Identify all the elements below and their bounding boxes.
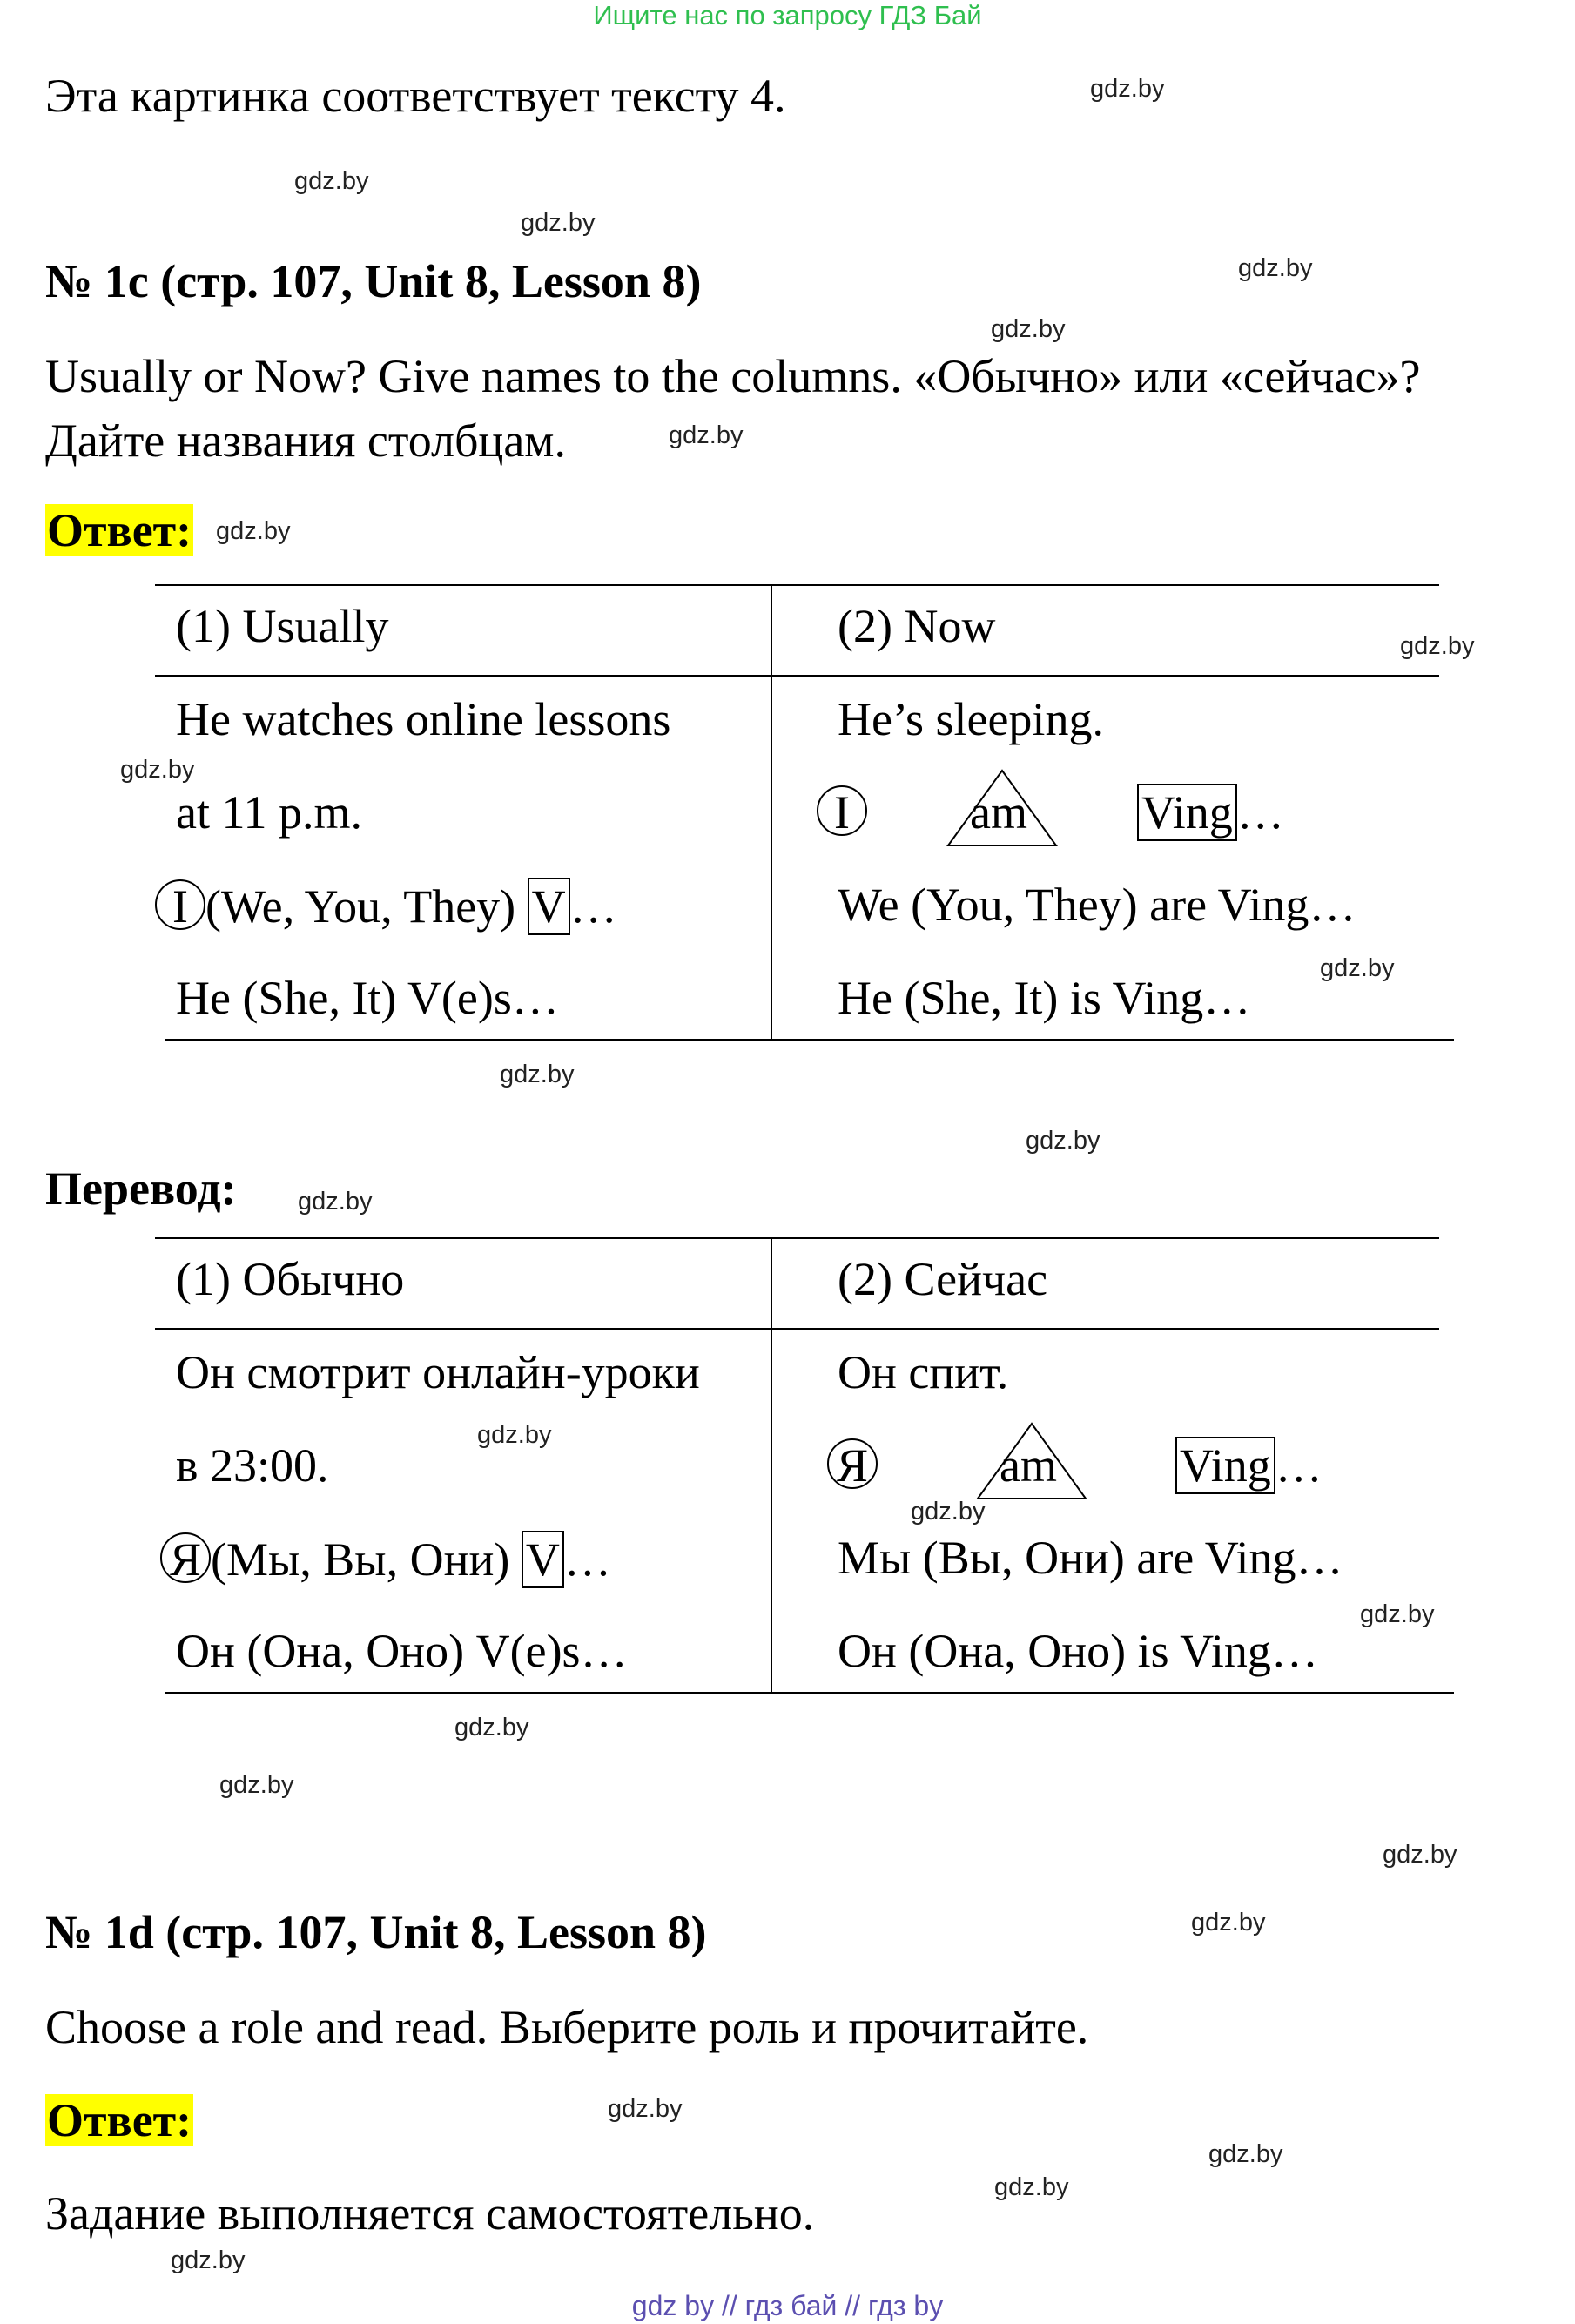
table-bottom-rule <box>165 1039 1454 1041</box>
aux-am: am <box>970 786 1027 839</box>
table-header-rule <box>155 675 1439 677</box>
usually-rule-plural: I (We, You, They) V… <box>155 878 617 935</box>
now-rule-plural: We (You, They) are Ving… <box>838 879 1356 931</box>
ving-rule: Ving… <box>1137 784 1284 841</box>
now-rule-i <box>817 785 867 839</box>
task-1c-instruction-2: Дайте названия столбцам. <box>45 414 566 467</box>
obychno-rule-singular: Он (Она, Оно) V(e)s… <box>176 1625 628 1677</box>
intro-line: Эта картинка соответствует тексту 4. <box>45 70 786 122</box>
watermark: gdz.by <box>1360 1600 1435 1628</box>
answer-label-1d: Ответ: <box>47 2094 192 2146</box>
obychno-rule-plural: Я (Мы, Вы, Они) V… <box>160 1531 611 1588</box>
watermark: gdz.by <box>991 315 1066 343</box>
watermark: gdz.by <box>219 1771 294 1799</box>
usually-example-2: at 11 p.m. <box>176 786 362 839</box>
pronoun-circle: Я <box>160 1532 211 1583</box>
task-1d-title: № 1d (стр. 107, Unit 8, Lesson 8) <box>45 1906 707 1958</box>
obychno-example-2: в 23:00. <box>176 1439 329 1492</box>
watermark: gdz.by <box>1320 954 1395 982</box>
seychas-example: Он спит. <box>838 1346 1009 1398</box>
watermark: gdz.by <box>521 209 596 237</box>
watermark: gdz.by <box>1026 1127 1100 1155</box>
watermark: gdz.by <box>669 421 744 449</box>
watermark: gdz.by <box>1191 1909 1266 1937</box>
now-example: He’s sleeping. <box>838 693 1104 745</box>
footer-links: gdz by // гдз бай // гдз by <box>631 2290 944 2321</box>
verb-box: V <box>522 1531 564 1588</box>
col-now-header: (2) Now <box>838 600 996 652</box>
col-obychno-header: (1) Обычно <box>176 1253 405 1305</box>
col-seychas-header: (2) Сейчас <box>838 1253 1048 1305</box>
watermark: gdz.by <box>1238 254 1313 282</box>
task-1d-instruction: Choose a role and read. Выберите роль и прочитайте. <box>45 2001 1089 2053</box>
task-1c-instruction-1: Usually or Now? Give names to the columns. «Обычно» или «сейчас»? <box>45 350 1421 402</box>
tr-table-header-rule <box>155 1328 1439 1330</box>
watermark: gdz.by <box>1383 1841 1457 1869</box>
watermark: gdz.by <box>120 756 195 784</box>
aux-am: am <box>1000 1439 1057 1492</box>
watermark: gdz.by <box>1400 632 1475 660</box>
watermark: gdz.by <box>500 1061 575 1088</box>
usually-rule-singular: He (She, It) V(e)s… <box>176 972 559 1024</box>
pronoun-circle: Я <box>827 1438 878 1489</box>
watermark: gdz.by <box>477 1421 552 1449</box>
watermark: gdz.by <box>608 2095 683 2123</box>
ving-box: Ving <box>1175 1437 1275 1494</box>
table-column-divider <box>771 584 772 1039</box>
tr-table-top-rule <box>155 1237 1439 1239</box>
tr-table-bottom-rule <box>165 1692 1454 1694</box>
usually-example-1: He watches online lessons <box>176 693 671 745</box>
watermark: gdz.by <box>454 1714 529 1741</box>
watermark: gdz.by <box>1208 2140 1283 2168</box>
top-banner: Ищите нас по запросу ГДЗ Бай <box>593 0 982 30</box>
watermark: gdz.by <box>298 1188 373 1216</box>
pronoun-circle: I <box>817 785 867 836</box>
translation-label: Перевод: <box>45 1162 237 1215</box>
table-top-rule <box>155 584 1439 586</box>
ving-box: Ving <box>1137 784 1237 841</box>
watermark: gdz.by <box>1090 75 1165 103</box>
answer-label-1c: Ответ: <box>47 504 192 556</box>
tr-table-column-divider <box>771 1237 772 1692</box>
watermark: gdz.by <box>171 2247 246 2274</box>
ving-rule: Ving… <box>1175 1437 1323 1494</box>
watermark: gdz.by <box>911 1498 986 1526</box>
verb-box: V <box>528 878 570 935</box>
watermark: gdz.by <box>294 167 369 195</box>
watermark: gdz.by <box>216 517 291 545</box>
pronoun-circle: I <box>155 879 205 930</box>
col-usually-header: (1) Usually <box>176 600 389 652</box>
now-rule-singular: He (She, It) is Ving… <box>838 972 1251 1024</box>
task-1c-title: № 1с (стр. 107, Unit 8, Lesson 8) <box>45 255 702 307</box>
seychas-rule-plural: Мы (Вы, Они) are Ving… <box>838 1532 1343 1584</box>
obychno-example-1: Он смотрит онлайн-уроки <box>176 1346 700 1398</box>
task-1d-answer: Задание выполняется самостоятельно. <box>45 2187 815 2240</box>
seychas-rule-singular: Он (Она, Оно) is Ving… <box>838 1625 1318 1677</box>
seychas-rule-ya <box>827 1438 878 1492</box>
watermark: gdz.by <box>994 2173 1069 2201</box>
